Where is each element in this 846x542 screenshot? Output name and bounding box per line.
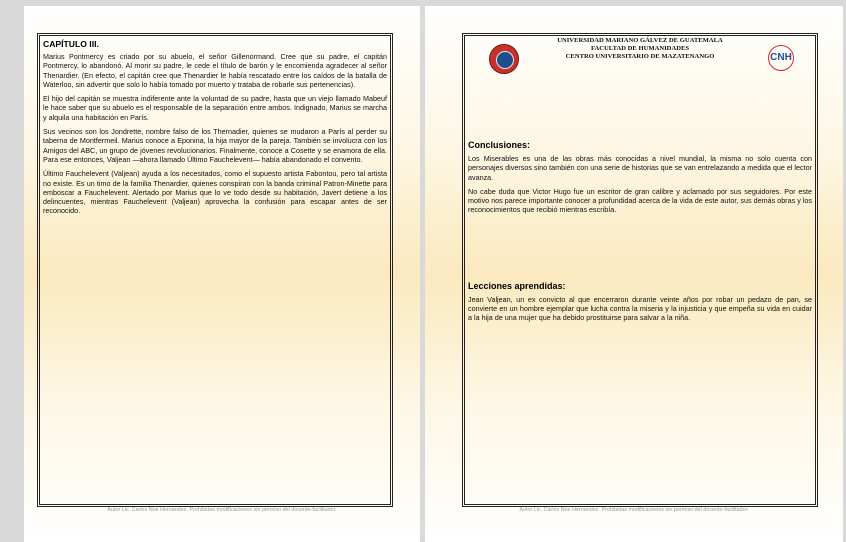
university-seal-icon <box>489 44 519 74</box>
paragraph: Sus vecinos son los Jondrette, nombre falso de los Thernadier, quienes se mudaron a París al perder su taberna de Montfermeil. Marius conoce a Eponina, la hija mayor de la pareja. También se involucra con los Amigos del ABC, un grupo de jóvenes revolucionarios. Finalmente, conoce a Cosette y se enamora de ella. Para ese entonces, Valjean —ahora llamado Último Fauchelevent— había abandonado el convento. <box>43 127 387 164</box>
university-header <box>468 36 812 78</box>
lessons-section <box>468 281 812 323</box>
paragraph: Marius Pontmercy es criado por su abuelo, el señor Gillenormand. Cree que su padre, el capitán Pontmercy, lo abandonó. Al morir su padre, le cede el título de barón y le encomienda agradecer al señor Thenardier. (En efecto, el capitán cree que Thenardier le había rescatado entre los caídos de la batalla de Waterloo, sin advertir que solo lo había tomado por muerto y trataba de robarle sus pertenencias). <box>43 52 387 89</box>
lessons-title: Lecciones aprendidas: <box>468 280 566 291</box>
page-border-right <box>462 33 818 507</box>
paragraph: Los Miserables es una de las obras más conocidas a nivel mundial, la misma no solo cuenta con personajes diversos sino también con una serie de historias que se van entrelazando a medida que el lector avanza. <box>468 154 813 182</box>
paragraph: Último Fauchelevent (Valjean) ayuda a los necesitados, como el supuesto artista Fabontou, pero tal artista no existe. Es un timo de la familia Thenardier, quienes conspiran con la banda criminal Patron-Minette para emboscar a Fauchelevent. Alertado por Marius que lo ve todo desde su habitación, Javert detiene a los delincuentes, mientras Fauchelevent (Valjean) aprovecha la confusión para escapar antes de ser reconocido. <box>43 169 387 216</box>
chapter-title: CAPÍTULO III. <box>43 39 99 49</box>
paragraph: El hijo del capitán se muestra indiferente ante la voluntad de su padre, hasta que un viejo llamado Mabeuf le hace saber que su abuelo es el responsable de la separación entre ambos. Indignado, Marius se marcha y alquila una habitación en París. <box>43 94 387 122</box>
conclusions-section <box>468 140 812 215</box>
header-faculty: FACULTAD DE HUMANIDADES <box>590 45 690 53</box>
header-center: CENTRO UNIVERSITARIO DE MAZATENANGO <box>565 53 715 61</box>
center-logo-icon: CNH <box>768 45 794 71</box>
conclusions-title: Conclusiones: <box>468 140 531 150</box>
page-border-left <box>37 33 393 507</box>
paragraph: No cabe duda que Victor Hugo fue un escritor de gran calibre y aclamado por sus seguidores. Por este motivo nos parece importante conocer a profundidad acerca de la vida de este autor, sus demás obras y los reconocimientos que recibió mientras escribía. <box>468 186 812 215</box>
header-university: UNIVERSIDAD MARIANO GÁLVEZ DE GUATEMALA <box>557 37 723 44</box>
document-page-right <box>425 6 843 542</box>
document-page-left <box>24 6 420 542</box>
page-footer: Autor Lic. Carlos Noe Hernandez. Prohibidas modificaciones sin permiso del docente-facilitador. <box>107 507 337 513</box>
paragraph: Jean Valjean, un ex convicto al que encerraron durante veinte años por robar un pedazo de pan, se convierte en un hombre ejemplar que lucha contra la miseria y la injusticia y que empeña su vida en cuidar a la hija de una mujer que ha debido prostituirse para salvar a la niña. <box>468 294 812 323</box>
page-footer: Autor Lic. Carlos Noe Hernandez. Prohibidas modificaciones sin permiso del docente-facilitador. <box>519 507 749 513</box>
